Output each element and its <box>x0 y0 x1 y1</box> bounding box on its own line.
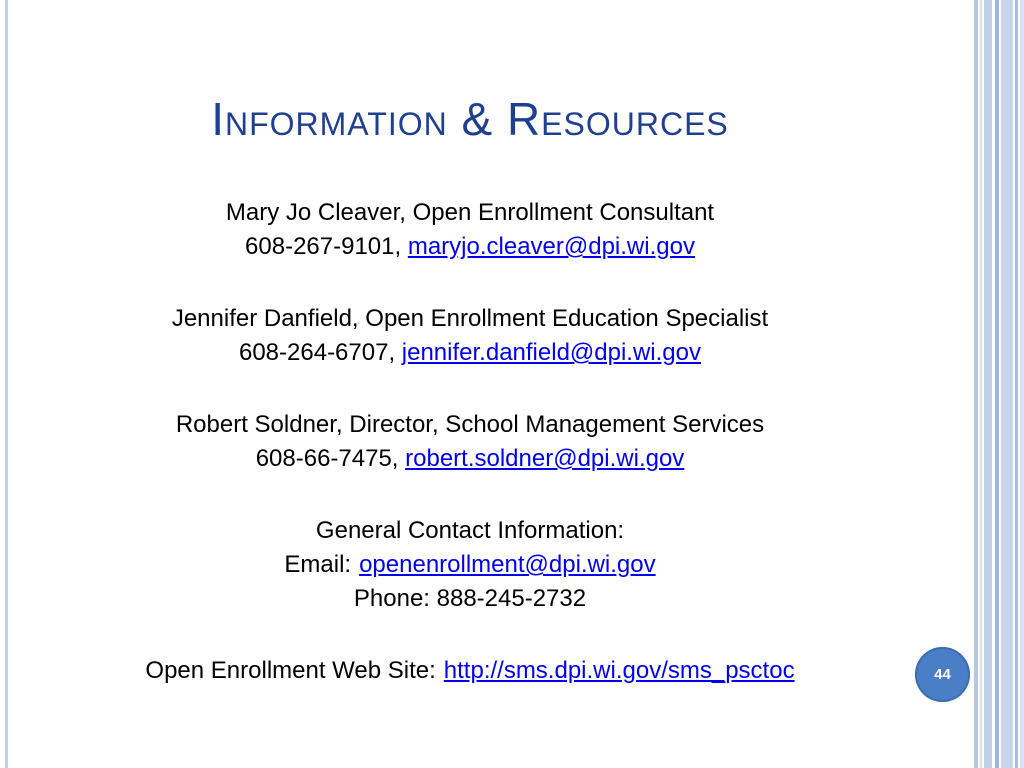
general-email-label: Email: <box>284 551 352 578</box>
stripe <box>1020 0 1024 768</box>
contact-email-link[interactable]: robert.soldner@dpi.wi.gov <box>405 445 685 472</box>
contact-email-link[interactable]: jennifer.danfield@dpi.wi.gov <box>401 339 701 366</box>
website-link[interactable]: http://sms.dpi.wi.gov/sms_psctoc <box>443 657 795 684</box>
stripe <box>980 0 982 768</box>
website-block <box>0 654 940 688</box>
contact-phone: 608-264-6707, <box>238 339 402 366</box>
general-contact-block <box>0 514 940 616</box>
website-line <box>0 654 940 688</box>
general-contact-heading: General Contact Information: <box>315 517 625 544</box>
stripe <box>995 0 999 768</box>
contact-name-line: Jennifer Danfield, Open Enrollment Education Specialist <box>171 305 769 332</box>
contact-phone-line <box>0 230 940 264</box>
contact-list <box>0 196 940 726</box>
website-label: Open Enrollment Web Site: <box>145 657 436 684</box>
general-email-line <box>0 548 940 582</box>
contact-block <box>0 302 940 370</box>
slide-title: Information & Resources <box>211 93 729 145</box>
stripe <box>974 0 978 768</box>
stripe <box>1001 0 1013 768</box>
page-number-badge: 44 <box>915 647 970 702</box>
stripe <box>1015 0 1018 768</box>
contact-name-line: Mary Jo Cleaver, Open Enrollment Consultant <box>225 199 715 226</box>
contact-block <box>0 196 940 264</box>
contact-name-line: Robert Soldner, Director, School Management Services <box>175 411 765 438</box>
contact-phone-line <box>0 336 940 370</box>
right-decorative-stripes <box>974 0 1024 768</box>
contact-phone-line <box>0 442 940 476</box>
contact-block <box>0 408 940 476</box>
contact-email-link[interactable]: maryjo.cleaver@dpi.wi.gov <box>407 233 695 260</box>
general-email-link[interactable]: openenrollment@dpi.wi.gov <box>359 551 656 578</box>
general-phone-line: Phone: 888-245-2732 <box>353 585 587 612</box>
contact-phone: 608-267-9101, <box>245 233 408 260</box>
stripe <box>984 0 992 768</box>
contact-phone: 608-66-7475, <box>255 445 406 472</box>
